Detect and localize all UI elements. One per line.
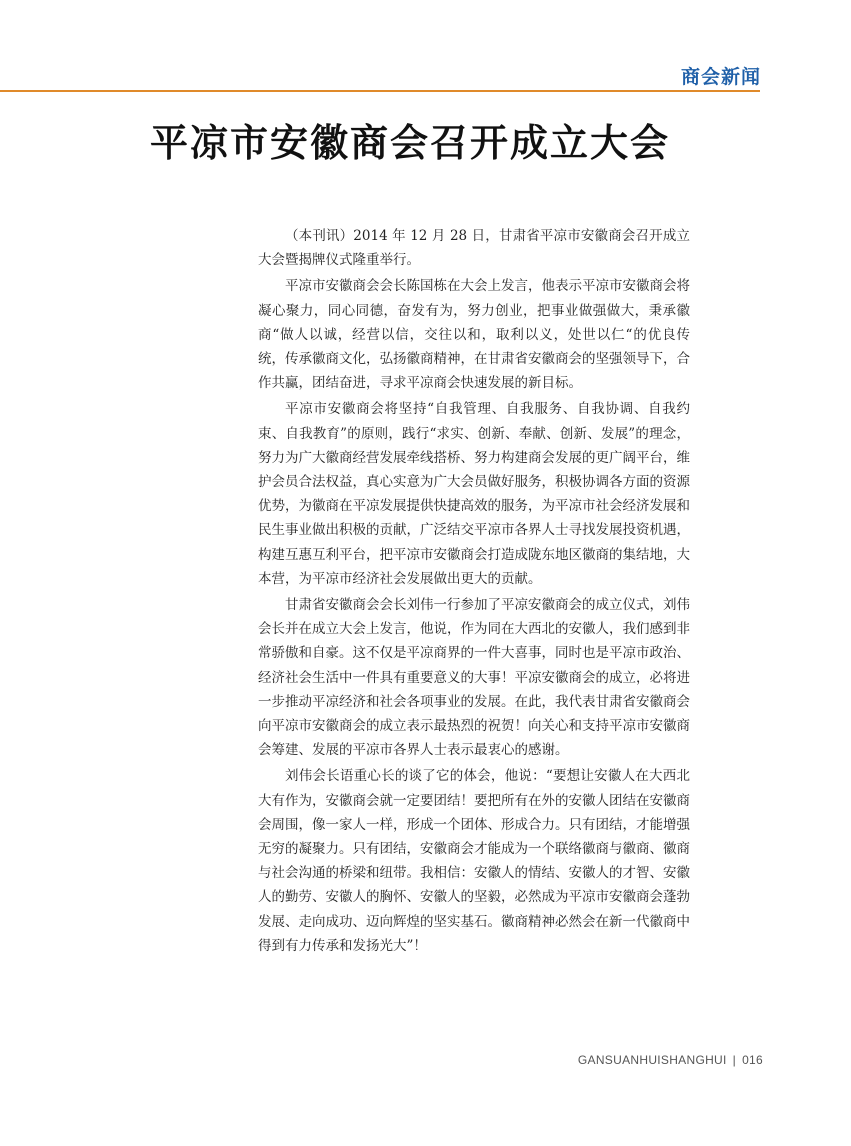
paragraph-2: 平凉市安徽商会会长陈国栋在大会上发言，他表示平凉市安徽商会将凝心聚力，同心同德，奋发有为，努力创业，把事业做强做大，秉承徽商“做人以诚，经营以信，交往以和，取利以义，处世以仁“的优良传统，传承徽商文化，弘扬徽商精神，在甘肃省安徽商会的坚强领导下，合作共赢，团结奋进，寻求平凉商会快速发展的新目标。 bbox=[258, 278, 690, 392]
section-label: 商会新闻 bbox=[680, 66, 761, 88]
paragraph-1: （本刊讯）2014 年 12 月 28 日，甘肃省平凉市安徽商会召开成立大会暨揭牌仪式隆重举行。 bbox=[258, 228, 690, 269]
footer-separator: | bbox=[732, 1053, 737, 1067]
paragraph-3: 平凉市安徽商会将坚持“自我管理、自我服务、自我协调、自我约束、自我教育”的原则，践行“求实、创新、奉献、创新、发展”的理念，努力为广大徽商经营发展牵线搭桥、努力构建商会发展的更广阔平台，维护会员合法权益，真心实意为广大会员做好服务，积极协调各方面的资源优势，为徽商在平凉发展提供快捷高效的服务，为平凉市社会经济发展和民生事业做出积极的贡献，广泛结交平凉市各界人士寻找发展投资机遇，构建互惠互利平台，把平凉市安徽商会打造成陇东地区徽商的集结地，大本营，为平凉市经济社会发展做出更大的贡献。 bbox=[258, 401, 690, 587]
paragraph-4: 甘肃省安徽商会会长刘伟一行参加了平凉安徽商会的成立仪式，刘伟会长并在成立大会上发言，他说，作为同在大西北的安徽人，我们感到非常骄傲和自豪。这不仅是平凉商界的一件大喜事，同时也是平凉市政治、经济社会生活中一件具有重要意义的大事！平凉安徽商会的成立，必将进一步推动平凉经济和社会各项事业的发展。在此，我代表甘肃省安徽商会向平凉市安徽商会的成立表示最热烈的祝贺！向关心和支持平凉市安徽商会筹建、发展的平凉市各界人士表示最衷心的感谢。 bbox=[258, 597, 690, 759]
paragraph-5: 刘伟会长语重心长的谈了它的体会，他说：“要想让安徽人在大西北大有作为，安徽商会就一定要团结！要把所有在外的安徽人团结在安徽商会周围，像一家人一样，形成一个团体、形成合力。只有团结，才能增强无穷的凝聚力。只有团结，安徽商会才能成为一个联络徽商与徽商、徽商与社会沟通的桥梁和纽带。我相信：安徽人的情结、安徽人的才智、安徽人的勤劳、安徽人的胸怀、安徽人的坚毅，必然成为平凉市安徽商会蓬勃发展、走向成功、迈向辉煌的坚实基石。徽商精神必然会在新一代徽商中得到有力传承和发扬光大”！ bbox=[258, 768, 690, 954]
publication-name: GANSUANHUISHANGHUI bbox=[577, 1053, 727, 1067]
article-title: 平凉市安徽商会召开成立大会 bbox=[149, 121, 670, 165]
page-footer bbox=[578, 1053, 763, 1067]
article-body bbox=[258, 224, 690, 960]
header-rule bbox=[0, 90, 760, 92]
page-number: 016 bbox=[742, 1053, 763, 1067]
